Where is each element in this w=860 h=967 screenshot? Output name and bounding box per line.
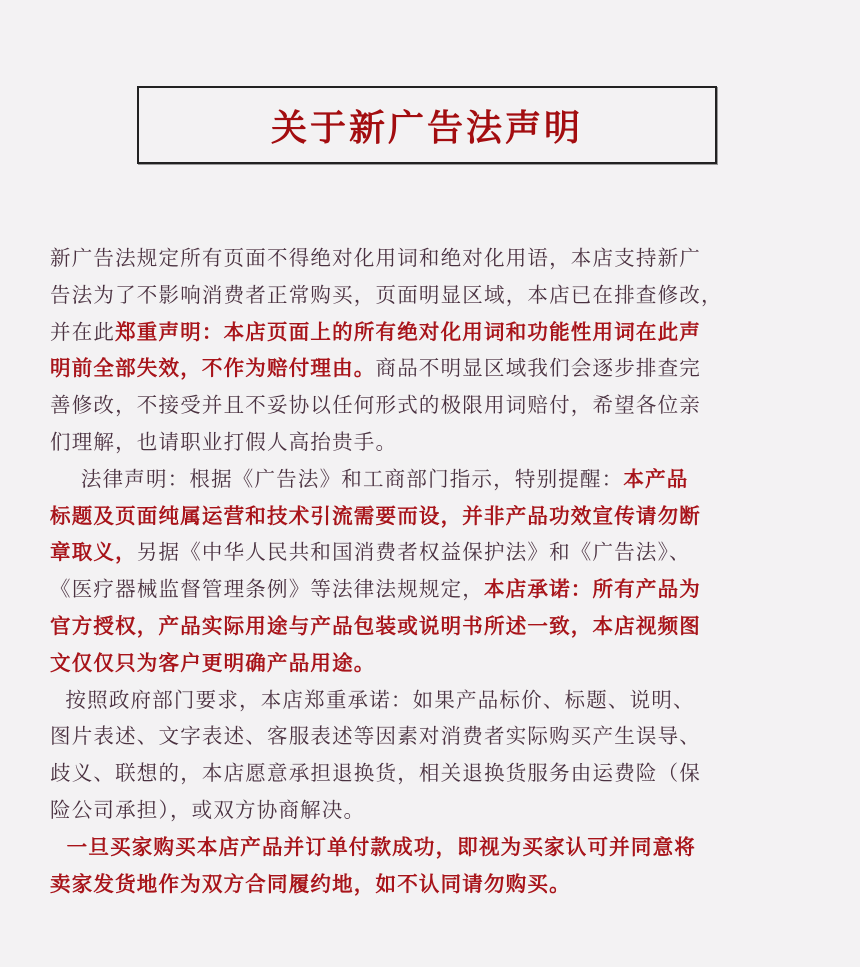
emphasis-text: 官方授权，产品实际用途与产品包装或说明书所述一致，本店视频图: [50, 613, 701, 638]
emphasis-text: 章取义，: [50, 540, 137, 565]
body-text: 善修改，不接受并且不妥协以任何形式的极限用词赔付，希望各位亲: [50, 393, 701, 418]
body-text: 并在此: [50, 319, 116, 344]
statement-line: [50, 387, 820, 424]
statement-line: [50, 277, 820, 314]
statement-line: [50, 461, 820, 498]
emphasis-text: 郑重声明：本店页面上的所有绝对化用词和功能性用词在此声: [115, 319, 702, 344]
statement-line: [50, 682, 820, 719]
emphasis-text: 标题及页面纯属运营和技术引流需要而设，并非产品功效宣传请勿断: [50, 503, 701, 528]
statement-body: [50, 240, 820, 902]
statement-line: [50, 755, 820, 792]
body-text: 商品不明显区域我们会逐步排查完: [375, 356, 701, 381]
statement-line: [50, 792, 820, 829]
body-text: 《医疗器械监督管理条例》等法律法规规定，: [50, 577, 484, 602]
statement-line: [50, 571, 820, 608]
emphasis-text: 明前全部失效，不作为赔付理由。: [50, 356, 376, 381]
statement-line: [50, 645, 820, 682]
body-text: 们理解，也请职业打假人高抬贵手。: [50, 429, 398, 454]
body-text: 按照政府部门要求，本店郑重承诺：如果产品标价、标题、说明、: [50, 687, 695, 712]
title-box: [137, 86, 717, 164]
statement-line: [50, 314, 820, 351]
body-text: 告法为了不影响消费者正常购买，页面明显区域，本店已在排查修改，: [50, 282, 723, 307]
body-text: 歧义、联想的，本店愿意承担退换货，相关退换货服务由运费险（保: [50, 761, 701, 786]
body-text: 图片表述、文字表述、客服表述等因素对消费者实际购买产生误导、: [50, 724, 701, 749]
emphasis-text: 卖家发货地作为双方合同履约地，如不认同请勿购买。: [50, 871, 571, 896]
body-text: 另据《中华人民共和国消费者权益保护法》和《广告法》、: [136, 540, 691, 565]
body-text: 新广告法规定所有页面不得绝对化用词和绝对化用语，本店支持新广: [50, 246, 701, 270]
body-text: 险公司承担），或双方协商解决。: [50, 797, 366, 822]
body-text: 法律声明：根据《广告法》和工商部门指示，特别提醒：: [50, 466, 624, 491]
statement-line: [50, 350, 820, 387]
statement-line: [50, 240, 820, 277]
emphasis-text: 本店承诺：所有产品为: [484, 577, 701, 602]
page-title: 关于新广告法声明: [270, 107, 583, 149]
emphasis-text: 一旦买家购买本店产品并订单付款成功，即视为买家认可并同意将: [50, 834, 696, 859]
statement-line: [50, 498, 820, 535]
statement-line: [50, 424, 820, 461]
emphasis-text: 本产品: [623, 466, 689, 491]
emphasis-text: 文仅仅只为客户更明确产品用途。: [50, 650, 376, 675]
statement-line: [50, 608, 820, 645]
statement-line: [50, 829, 820, 866]
statement-line: [50, 866, 820, 903]
statement-line: [50, 718, 820, 755]
statement-line: [50, 534, 820, 571]
